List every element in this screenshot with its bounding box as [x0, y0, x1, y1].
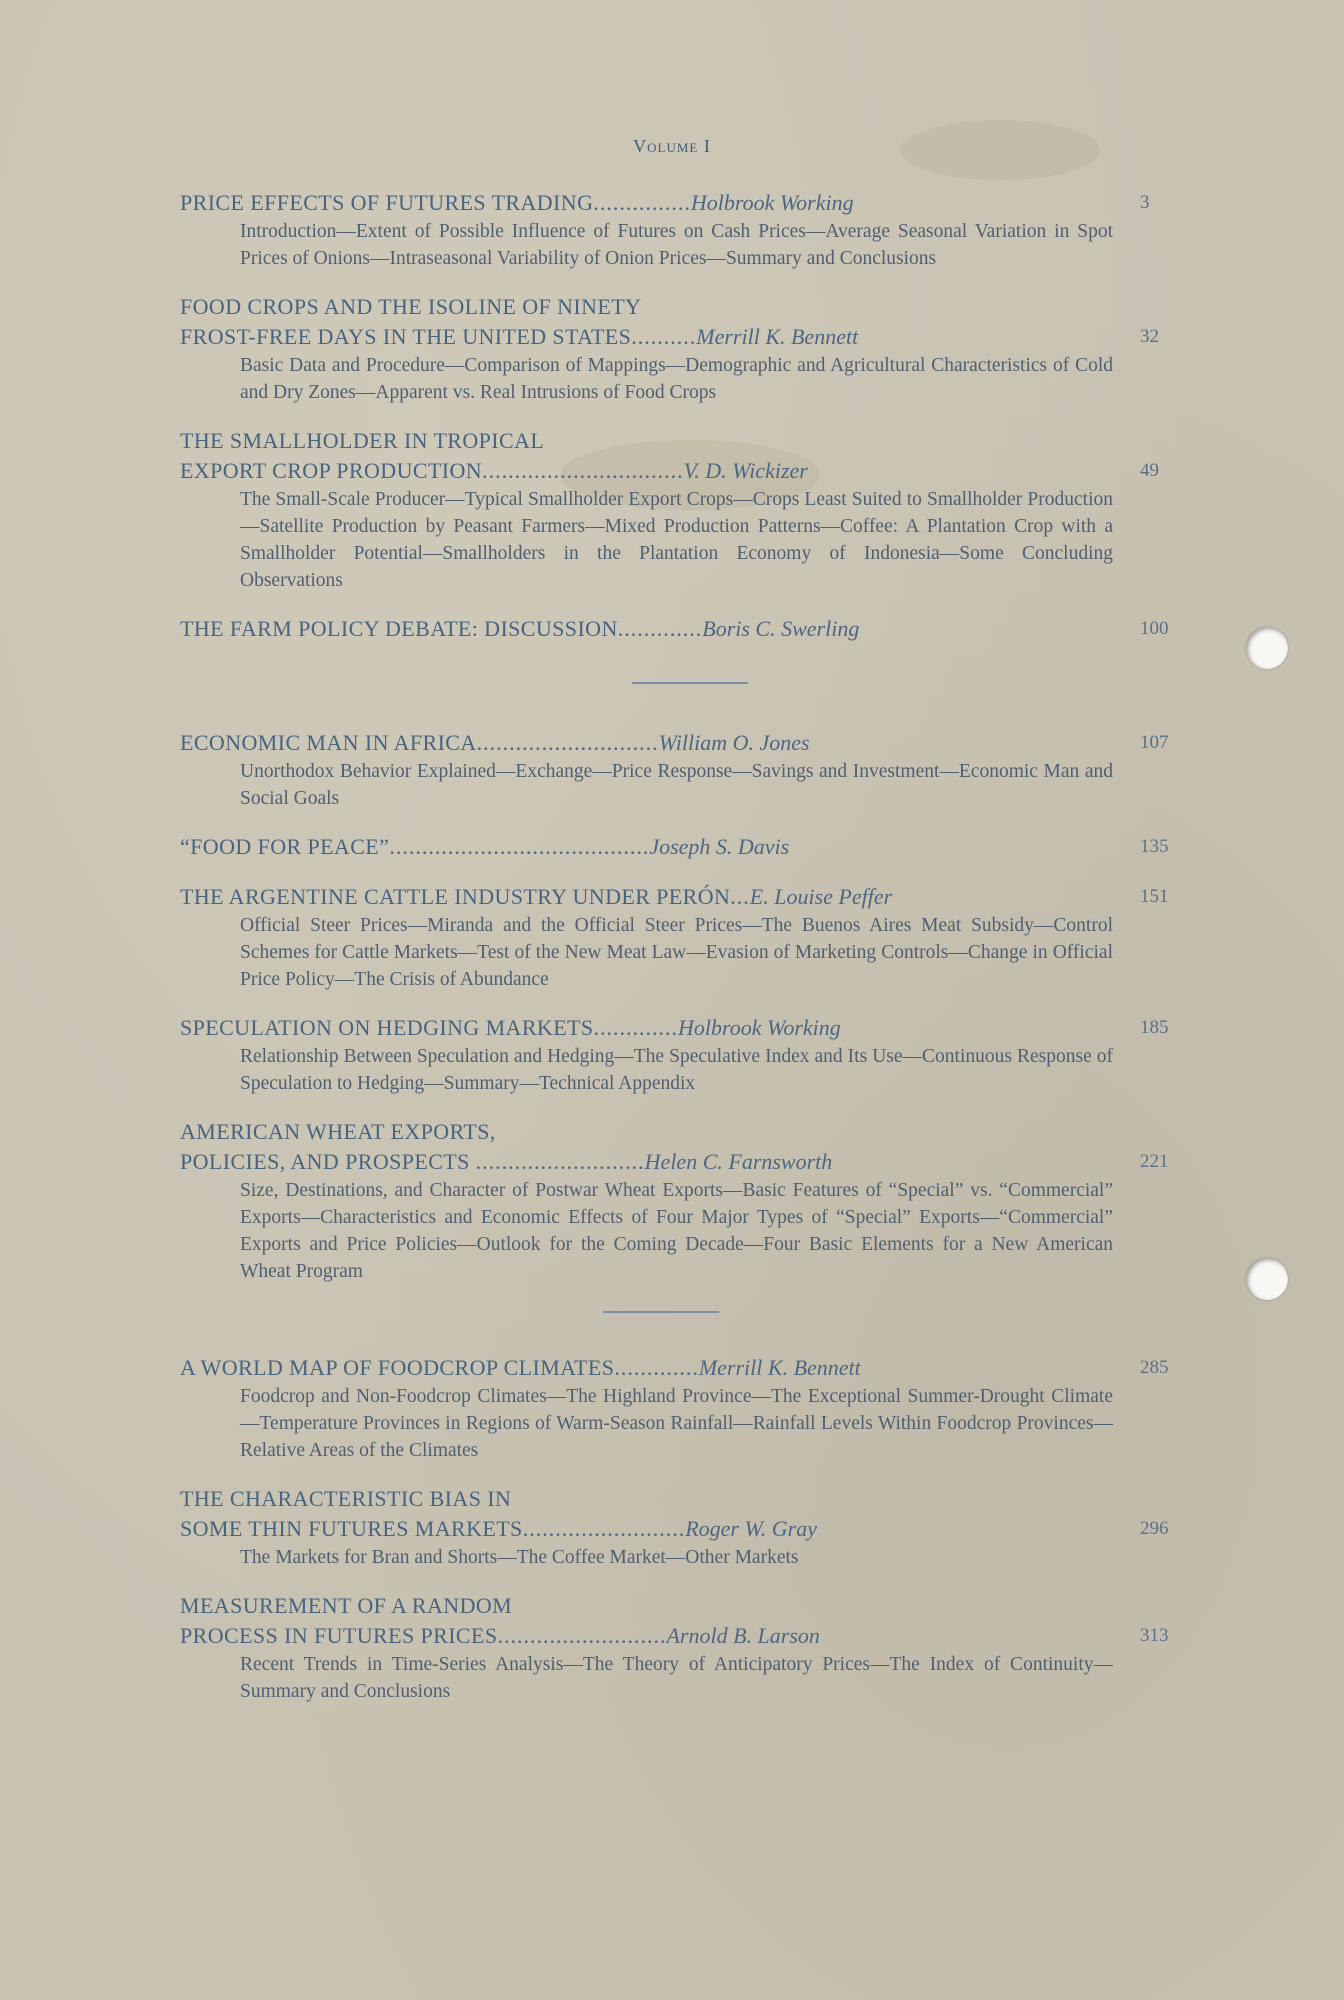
entry-author: Holbrook Working [690, 190, 854, 215]
entry-title: AMERICAN WHEAT EXPORTS, [180, 1119, 496, 1144]
toc-entry [180, 1117, 1180, 1285]
entry-author: E. Louise Peffer [749, 884, 893, 909]
entry-author: Helen C. Farnsworth [644, 1149, 833, 1174]
toc-entry [180, 614, 1180, 644]
toc-title-line [180, 1591, 1180, 1621]
toc-title-line [180, 1353, 1180, 1383]
entry-title: THE FARM POLICY DEBATE: DISCUSSION [180, 616, 618, 641]
entry-author: V. D. Wickizer [683, 458, 808, 483]
entry-author: Joseph S. Davis [649, 834, 790, 859]
entry-description: The Small-Scale Producer—Typical Smallholder Export Crops—Crops Least Suited to Smallholder Production—Satellite Production by Peasant Farmers—Mixed Production Patterns—Coffee: A Plantation Crop with a Smallholder Potential—Smallholders in the Plantation Economy of Indonesia—Some Concluding Observations [240, 489, 1113, 591]
leader-dots: ............. [617, 616, 703, 641]
entry-page-number: 107 [1140, 732, 1169, 753]
toc-title-line [180, 292, 1180, 322]
leader-dots: ........................................ [389, 834, 650, 859]
leader-dots: .......................... [497, 1623, 667, 1648]
leader-dots: ............................... [482, 458, 684, 483]
entry-description: Introduction—Extent of Possible Influence of Futures on Cash Prices—Average Seasonal Variation in Spot Prices of Onions—Intraseasonal Variability of Onion Prices—Summary and Conclusions [240, 221, 1113, 269]
entry-title: PRICE EFFECTS OF FUTURES TRADING [180, 190, 594, 215]
entry-page-number: 100 [1140, 618, 1169, 639]
entry-description: Recent Trends in Time-Series Analysis—The Theory of Anticipatory Prices—The Index of Continuity—Summary and Conclusions [240, 1654, 1113, 1702]
entry-description: Basic Data and Procedure—Comparison of Mappings—Demographic and Agricultural Characteristics of Cold and Dry Zones—Apparent vs. Real Intrusions of Food Crops [240, 355, 1113, 403]
leader-dots: ... [730, 884, 750, 909]
punch-hole [1246, 627, 1288, 669]
leader-dots: .......... [631, 324, 697, 349]
entry-author: Merrill K. Bennett [698, 1355, 861, 1380]
volume-heading: Volume I [633, 136, 711, 156]
toc-title-line [180, 1514, 1180, 1544]
toc-section [180, 188, 1180, 644]
toc-entry [180, 426, 1180, 594]
entry-page-number: 285 [1140, 1357, 1169, 1378]
entry-description: Relationship Between Speculation and Hedging—The Speculative Index and Its Use—Continuous Response of Speculation to Hedging—Summary—Technical Appendix [240, 1046, 1113, 1094]
entry-page-number: 221 [1140, 1151, 1169, 1172]
entry-author: Holbrook Working [678, 1015, 841, 1040]
entry-title: FROST-FREE DAYS IN THE UNITED STATES [180, 324, 632, 349]
toc-entry [180, 882, 1180, 993]
leader-dots: ......................... [522, 1516, 686, 1541]
toc-title-line [180, 1013, 1180, 1043]
entry-title: ECONOMIC MAN IN AFRICA [180, 730, 477, 755]
entry-author: Arnold B. Larson [666, 1623, 820, 1648]
leader-dots: ............. [593, 1015, 678, 1040]
leader-dots: ............. [614, 1355, 699, 1380]
entry-title: FOOD CROPS AND THE ISOLINE OF NINETY [180, 294, 642, 319]
toc-entry [180, 188, 1180, 272]
toc-title-line [180, 456, 1180, 486]
toc-title-line [180, 832, 1180, 862]
toc-title-line [180, 1621, 1180, 1651]
leader-dots: ............................ [476, 730, 659, 755]
entry-title: THE ARGENTINE CATTLE INDUSTRY UNDER PERÓN [180, 884, 731, 909]
entry-title: PROCESS IN FUTURES PRICES [180, 1623, 498, 1648]
entry-page-number: 32 [1140, 326, 1159, 347]
entry-author: Roger W. Gray [685, 1516, 817, 1541]
entry-page-number: 185 [1140, 1017, 1169, 1038]
entry-title: MEASUREMENT OF A RANDOM [180, 1593, 513, 1618]
entry-title: SOME THIN FUTURES MARKETS [180, 1516, 523, 1541]
leader-dots: .......................... [475, 1149, 645, 1174]
toc-title-line [180, 882, 1180, 912]
toc-title-line [180, 426, 1180, 456]
entry-page-number: 3 [1140, 192, 1150, 213]
toc-title-line [180, 188, 1180, 218]
toc-entry [180, 728, 1180, 812]
entry-title: “FOOD FOR PEACE” [180, 834, 390, 859]
entry-description: Size, Destinations, and Character of Postwar Wheat Exports—Basic Features of “Special” vs. “Commercial” Exports—Characteristics and Economic Effects of Four Major Types of “Special” Exports—“Commercial” Exports and Price Policies—Outlook for the Coming Decade—Four Basic Elements for a New American Wheat Program [240, 1180, 1113, 1282]
entry-description: Unorthodox Behavior Explained—Exchange—Price Response—Savings and Investment—Economic Man and Social Goals [240, 761, 1113, 809]
entry-description: Foodcrop and Non-Foodcrop Climates—The Highland Province—The Exceptional Summer-Drought Climate—Temperature Provinces in Regions of Warm-Season Rainfall—Rainfall Levels Within Foodcrop Provinces—Relative Areas of the Climates [240, 1386, 1113, 1461]
table-of-contents [180, 188, 1180, 1725]
toc-entry [180, 1484, 1180, 1571]
toc-section [180, 1353, 1180, 1705]
entry-author: William O. Jones [658, 730, 810, 755]
punch-hole [1246, 1258, 1288, 1300]
entry-description: The Markets for Bran and Shorts—The Coffee Market—Other Markets [240, 1547, 799, 1568]
toc-entry [180, 1591, 1180, 1705]
toc-title-line [180, 1147, 1180, 1177]
entry-author: Boris C. Swerling [702, 616, 860, 641]
toc-title-line [180, 728, 1180, 758]
leader-dots: ............... [593, 190, 691, 215]
entry-page-number: 135 [1140, 836, 1169, 857]
entry-page-number: 49 [1140, 460, 1159, 481]
toc-entry [180, 1013, 1180, 1097]
toc-title-line [180, 1484, 1180, 1514]
entry-page-number: 296 [1140, 1518, 1169, 1539]
entry-title: POLICIES, AND PROSPECTS [180, 1149, 476, 1174]
toc-entry [180, 292, 1180, 406]
entry-title: THE CHARACTERISTIC BIAS IN [180, 1486, 512, 1511]
entry-title: A WORLD MAP OF FOODCROP CLIMATES [180, 1355, 615, 1380]
entry-description: Official Steer Prices—Miranda and the Official Steer Prices—The Buenos Aires Meat Subsidy—Control Schemes for Cattle Markets—Test of the New Meat Law—Evasion of Marketing Controls—Change in Official Price Policy—The Crisis of Abundance [240, 915, 1113, 990]
entry-title: EXPORT CROP PRODUCTION [180, 458, 483, 483]
entry-author: Merrill K. Bennett [696, 324, 859, 349]
entry-title: SPECULATION ON HEDGING MARKETS [180, 1015, 594, 1040]
toc-title-line [180, 1117, 1180, 1147]
entry-title: THE SMALLHOLDER IN TROPICAL [180, 428, 545, 453]
toc-entry [180, 832, 1180, 862]
entry-page-number: 313 [1140, 1625, 1169, 1646]
toc-title-line [180, 614, 1180, 644]
toc-title-line [180, 322, 1180, 352]
toc-section [180, 728, 1180, 1285]
toc-entry [180, 1353, 1180, 1464]
entry-page-number: 151 [1140, 886, 1169, 907]
